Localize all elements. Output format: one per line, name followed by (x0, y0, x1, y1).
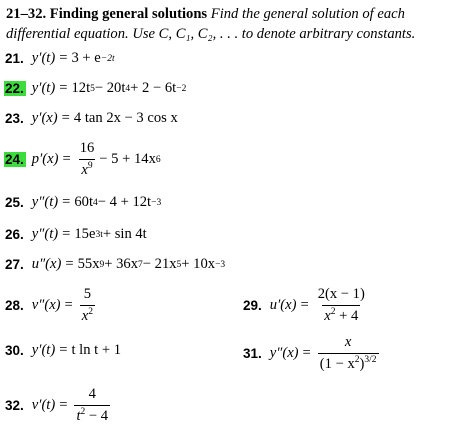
rhs-term: 15e (74, 226, 96, 242)
numerator: 2(x − 1) (317, 286, 365, 302)
rhs: 4 tan 2x − 3 cos x (73, 110, 178, 126)
rhs-term: 3 + e (71, 50, 101, 66)
problem-21: 21. y′(t) = 3 + e −2t (5, 50, 115, 66)
problem-number: 32. (5, 398, 24, 413)
instructions-line-1: Find the general solution of each (210, 6, 405, 22)
fraction (316, 286, 367, 325)
problem-31 (242, 334, 382, 373)
fraction (80, 286, 95, 325)
problem-number: 31. (243, 346, 262, 361)
rhs-term: + 2 − 6t (130, 80, 177, 96)
numerator: 4 (88, 386, 96, 402)
exercise-header (6, 4, 468, 44)
lhs: v′(t) (31, 397, 56, 413)
denominator: $x^9$ (81, 161, 93, 178)
equals-sign: = (302, 345, 311, 361)
rhs: t ln t + 1 (71, 342, 122, 358)
exercise-title: Finding general solutions (49, 6, 208, 22)
problem-23 (4, 110, 178, 127)
instructions-line-2: differential equation. Use C, C₁, C₂, . . . to denote arbitrary constants. (6, 26, 416, 42)
problem-number: 28. (5, 298, 24, 313)
rhs-term: + 10x (181, 256, 216, 272)
lhs: y′(t) (31, 50, 56, 66)
numerator: 16 (79, 140, 95, 156)
rhs-term: 12t (71, 80, 91, 96)
lhs: u″(x) (31, 256, 62, 272)
rhs-term: 55x (77, 256, 100, 272)
problem-25: 25. y″(t) = 60t 4 − 4 + 12t −3 (5, 194, 162, 210)
equals-sign: = (62, 151, 71, 167)
problem-number: 21. (5, 51, 24, 66)
problem-number: 30. (5, 343, 24, 358)
problem-30 (4, 342, 121, 359)
equals-sign: = (59, 397, 68, 413)
problem-number-highlighted: 24. (5, 152, 24, 167)
equals-sign: = (62, 226, 71, 242)
denominator: $t^2 - 4$ (76, 407, 109, 424)
numerator: x (344, 334, 352, 350)
lhs: y′(x) (31, 110, 58, 126)
problem-number: 25. (5, 195, 24, 210)
fraction (74, 386, 110, 425)
problem-27: 27. u″(x) = 55x 9 + 36x 7 − 21x 5 + 10x −3 (5, 256, 226, 272)
lhs: p′(x) (31, 151, 59, 167)
problem-26: 26. y″(t) = 15e 3t + sin 4t (5, 226, 147, 242)
lhs: y″(x) (269, 345, 299, 361)
equals-sign: = (65, 256, 74, 272)
rhs-term: 60t (74, 194, 94, 210)
lhs: u′(x) (269, 297, 297, 313)
problem-32 (4, 386, 113, 425)
rhs-term: − 5 + 14x (99, 151, 156, 167)
exercise-range: 21–32. (6, 6, 47, 22)
lhs: y′(t) (31, 342, 56, 358)
denominator: $(1 - x^2)^{3/2}$ (319, 355, 377, 372)
rhs-term: − 20t (94, 80, 126, 96)
problem-28 (4, 286, 98, 325)
denominator: $x^2 + 4$ (324, 307, 359, 324)
rhs-term: + 36x (104, 256, 139, 272)
equals-sign: = (64, 297, 73, 313)
lhs: y″(t) (31, 194, 59, 210)
lhs: y′(t) (31, 80, 56, 96)
lhs: v″(x) (31, 297, 61, 313)
equals-sign: = (59, 80, 68, 96)
problem-22: 22. y′(t) = 12t 5 − 20t 4 + 2 − 6t −2 (5, 80, 187, 96)
rhs-term: − 21x (142, 256, 177, 272)
problem-29 (242, 286, 370, 325)
equals-sign: = (59, 50, 68, 66)
equals-sign: = (59, 342, 68, 358)
problem-number: 23. (5, 111, 24, 126)
denominator: $x^2$ (81, 307, 94, 324)
lhs: y″(t) (31, 226, 59, 242)
problem-number: 29. (243, 298, 262, 313)
rhs-term: + sin 4t (102, 226, 147, 242)
equals-sign: = (300, 297, 309, 313)
rhs-term: − 4 + 12t (97, 194, 152, 210)
fraction (318, 334, 379, 373)
equals-sign: = (61, 110, 70, 126)
equals-sign: = (62, 194, 71, 210)
problem-number: 26. (5, 227, 24, 242)
numerator: 5 (83, 286, 92, 302)
problem-24: 24. p′(x) = $\frac{16}{x^9}$ − 5 + 14x 6 (5, 140, 161, 178)
problem-number: 27. (5, 257, 24, 272)
problem-number-highlighted: 22. (5, 81, 24, 96)
fraction (78, 140, 97, 179)
